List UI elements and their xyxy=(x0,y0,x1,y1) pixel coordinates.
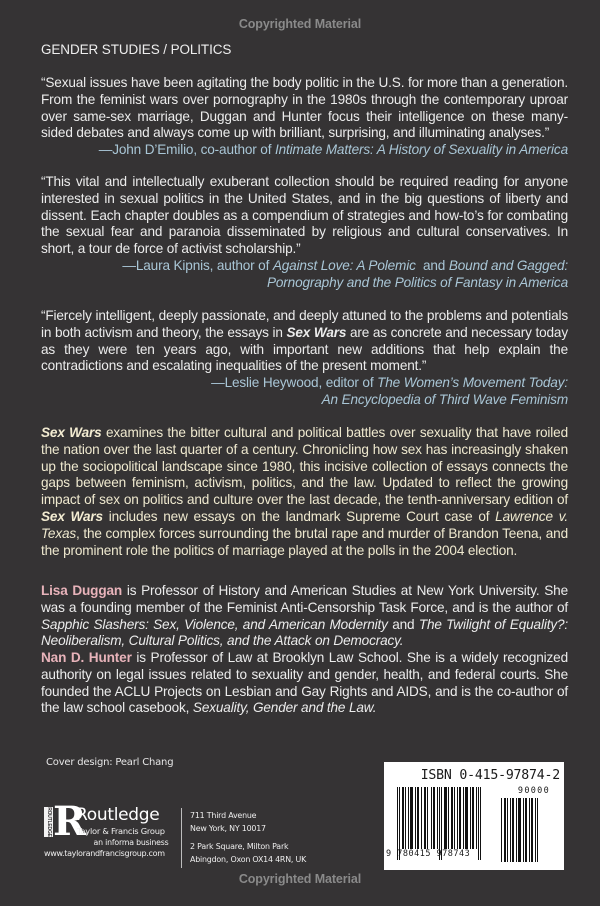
description-part: , the complex forces surrounding the brutal rape and murder of Brandon Teena, and the prominent role the politics of marriage played at the polls in the 2004 election. xyxy=(41,525,568,558)
quote-text xyxy=(41,308,568,375)
quote-attribution xyxy=(41,375,568,409)
author-book-title: The Twilight of Equality?: Neoliberalism, Cultural Politics, and the Attack on Democracy. xyxy=(41,616,569,649)
attribution-author: —Laura Kipnis, author of xyxy=(122,257,273,273)
attribution-book-title-2: Bound and Gagged: xyxy=(448,257,568,273)
attribution-book-title-2-cont: Pornography and the Politics of Fantasy in America xyxy=(266,274,568,290)
quote-text: “Sexual issues have been agitating the body politic in the U.S. for more than a generation. From the feminist wars over pornography in the 1980s through the contemporary uproar over same-sex marriage, Duggan and Hunter focus their intelligence on these many-sided debates and always come up with brilliant, surprising, and illuminating analyses.” xyxy=(41,75,568,141)
address-uk-line1: 2 Park Square, Milton Park xyxy=(190,842,289,851)
address-us-line2: New York, NY 10017 xyxy=(190,823,266,833)
routledge-r-icon: R xyxy=(53,798,87,845)
attribution-book-title: Intimate Matters: A History of Sexuality in America xyxy=(274,142,568,158)
ean-digits: 9 780415 978743 xyxy=(386,849,471,859)
author-bio-hunter xyxy=(41,650,568,717)
author-name: Lisa Duggan xyxy=(41,583,123,598)
attribution-conjunction: and xyxy=(415,257,449,273)
barcode-bars-addon xyxy=(501,798,547,862)
attribution-author: —John D’Emilio, co-author of xyxy=(98,142,275,158)
endorsement-quote-3 xyxy=(41,308,568,409)
attribution-book-title: The Women’s Movement Today: xyxy=(377,375,568,391)
author-name: Nan D. Hunter xyxy=(41,650,132,665)
publisher-website: www.taylorandfrancisgroup.com xyxy=(44,849,165,858)
publisher-addresses xyxy=(190,810,306,866)
description-part: includes new essays on the landmark Supreme Court case of xyxy=(102,508,496,524)
attribution-author: —Leslie Heywood, editor of xyxy=(211,375,378,391)
author-book-title: Sapphic Slashers: Sex, Violence, and American Modernity xyxy=(41,616,388,632)
address-uk-line2: Abingdon, Oxon OX14 4RN, UK xyxy=(190,854,307,864)
quote-text: “This vital and intellectually exuberant collection should be required reading for anyone interested in sexual politics in the United States, and in the big questions of liberty and dissent. Each chapter doubles as a compendium of strategies and how-to’s for combating the sexual fear and paranoia disseminated by religious and cultural conservatives. In short, a tour de force of activist scholarship.” xyxy=(41,174,568,257)
isbn-label: ISBN 0-415-97874-2 xyxy=(420,768,560,783)
publisher-tagline: an informa business xyxy=(93,838,169,847)
bio-part: and xyxy=(387,616,419,632)
attribution-book-title: Against Love: A Polemic xyxy=(272,257,416,273)
description-text xyxy=(41,425,568,559)
divider-line xyxy=(181,808,182,868)
address-us-line1: 711 Third Avenue xyxy=(190,811,257,820)
endorsement-quote-2 xyxy=(41,174,568,292)
routledge-vertical-mark xyxy=(44,807,53,837)
quote-text-part: “Fiercely intelligent, deeply passionate, and deeply attuned to the problems and potentials in both activism and theory, the essays in xyxy=(41,308,568,340)
bio-part: is Professor of History and American Studies at New York University. She was a founding member of the Feminist Anti-Censorship Task Force, and is the author of xyxy=(41,583,568,615)
author-bio-text xyxy=(41,650,568,717)
price-code: 90000 xyxy=(517,786,550,796)
publisher-group: Taylor & Francis Group xyxy=(77,826,165,836)
quote-attribution xyxy=(41,142,568,159)
description-part: examines the bitter cultural and political battles over sexuality that have roiled the nation over the last quarter of a century. Chronicling how sex has increasingly shaken up the sociopolitical landscape since 1980, this incisive collection of essays connects the gaps between feminism, activism, politics, and the law. Updated to reflect the growing impact of sex on politics and culture over the last decade, the tenth-anniversary edition of xyxy=(41,425,568,508)
bio-part: is Professor of Law at Brooklyn Law School. She is a widely recognized authority on legal issues related to sexuality and gender, health, and federal courts. She founded the ACLU Projects on Lesbian and Gay Rights and AIDS, and is the co-author of the law school casebook, xyxy=(41,650,568,716)
quote-attribution xyxy=(41,258,568,292)
book-title-emphasis: Sex Wars xyxy=(41,425,102,440)
isbn-barcode xyxy=(384,762,564,870)
cover-design-credit: Cover design: Pearl Chang xyxy=(46,757,174,768)
author-book-title: Sexuality, Gender and the Law. xyxy=(192,700,377,716)
author-bio-text xyxy=(41,583,568,650)
category-label: GENDER STUDIES / POLITICS xyxy=(41,42,232,57)
copyright-watermark-top: Copyrighted Material xyxy=(238,17,362,31)
book-title-emphasis: Sex Wars xyxy=(286,324,347,340)
book-title-emphasis: Sex Wars xyxy=(41,508,103,524)
author-bio-duggan xyxy=(41,583,568,650)
attribution-book-title-cont: An Encyclopedia of Third Wave Feminism xyxy=(321,391,568,407)
logo-vertical-text: ROUTLEDGE xyxy=(46,807,52,837)
publisher-logo xyxy=(44,798,179,868)
quote-text-part: are as concrete and necessary today as they were ten years ago, with important new additions that help explain the contradictions and escalating inequalities of the present moment.” xyxy=(41,324,568,374)
publisher-name: Routledge xyxy=(76,805,160,825)
case-name: Lawrence v. Texas xyxy=(41,508,568,541)
book-description xyxy=(41,425,568,559)
endorsement-quote-1 xyxy=(41,75,568,159)
copyright-watermark-bottom: Copyrighted Material xyxy=(238,872,362,886)
